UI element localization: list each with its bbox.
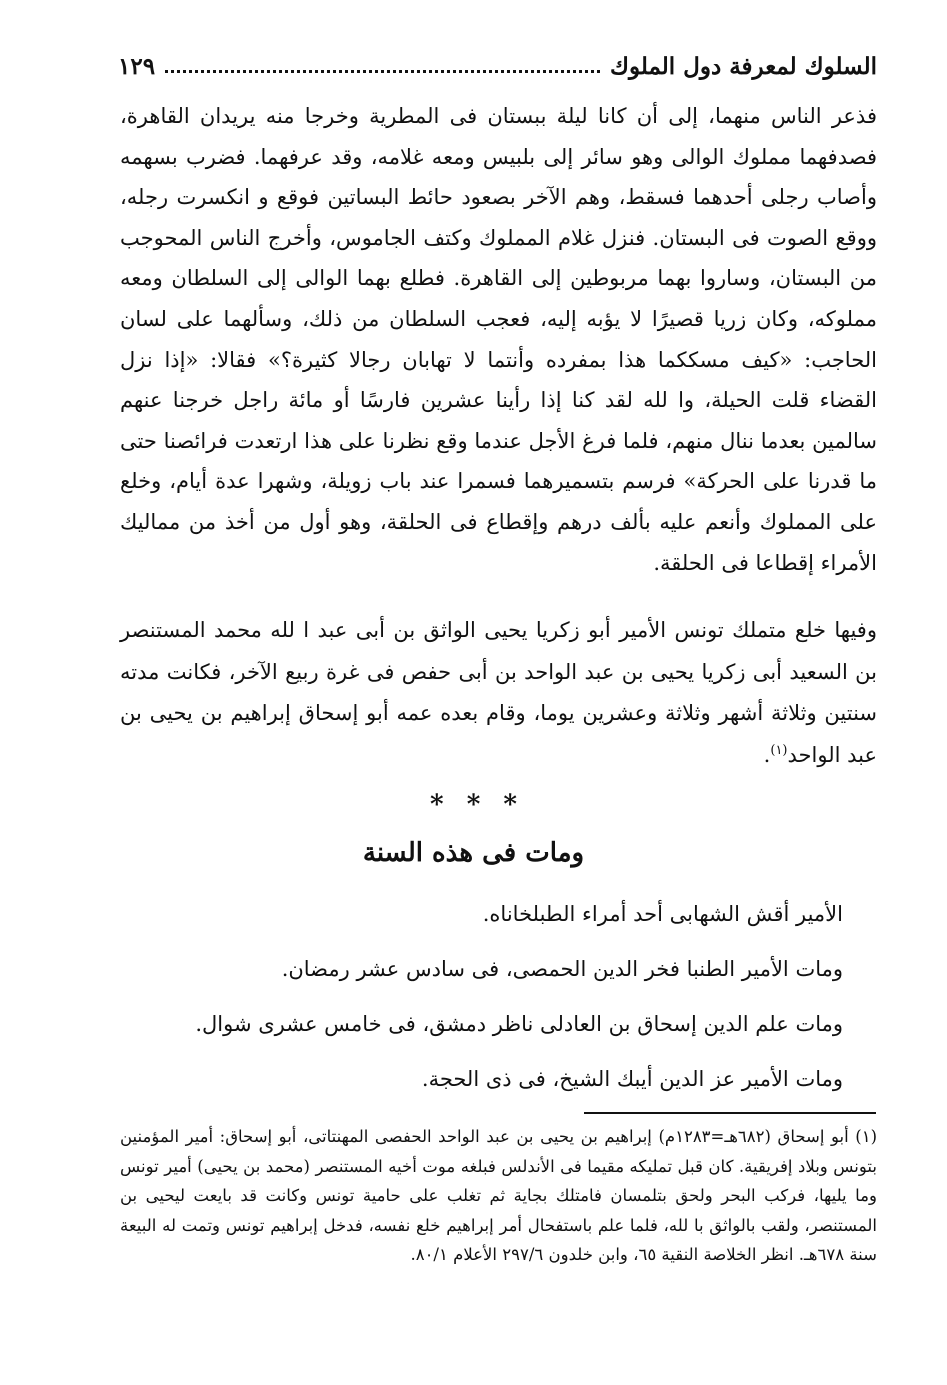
page-number: ١٢٩ [118,53,156,80]
dotted-leader [165,70,600,73]
death-entry: ومات الأمير الطنبا فخر الدين الحمصى، فى سادس عشر رمضان. [281,957,843,981]
footnote-reference[interactable]: (١) [770,742,788,758]
body-paragraph-2-text: وفيها خلع متملك تونس الأمير أبو زكريا يحيى الواثق بن أبى عبد ا لله محمد المستنصر بن السعيد أبى زكريا يحيى بن عبد الواحد بن أبى حفص فى غرة ربيع الآخر، فكانت مدته سنتين وثلاثة أشهر وثلاثة وعشرين يوما، وقام بعده عمه أبو إسحاق إبراهيم بن يحيى بن عبد الواحد [120,618,877,767]
section-divider-stars: * * * [430,790,517,820]
section-heading: ومات فى هذه السنة [362,838,585,868]
body-paragraph-2 [120,610,877,776]
book-title: السلوك لمعرفة دول الملوك [609,53,877,80]
death-entry: ومات علم الدين إسحاق بن العادلى ناظر دمشق، فى خامس عشرى شوال. [195,1012,843,1036]
running-header [118,44,877,80]
body-paragraph-1: فذعر الناس منهما، إلى أن كانا ليلة ببستان فى المطرية وخرجا منه يريدان القاهرة، فصدفهما مملوك الوالى وهو سائر إلى بلبيس ومعه غلامه، وقد عرفهما. فضرب بسهمه وأصاب رجلى أحدهما فسقط، وهم الآخر بصعود حائط البساتين فوقع و انكسرت رجله، ووقع الصوت فى البستان. فنزل غلام المملوك وكتف الجاموس، وأخرج الناس المحوجب من البستان، وساروا بهما مربوطين إلى القاهرة. فطلع بهما الوالى إلى السلطان ومعه مملوكه، وكان زريا قصيرًا لا يؤبه إليه، فعجب السلطان من ذلك، وسألهما على لسان الحاجب: «كيف مسككما هذا بمفرده وأنتما لا تهابان رجالا كثيرة؟» فقالا: «إذا نزل القضاء قلت الحيلة، وا لله لقد كنا إذا رأينا عشرين فارسًا أو مائة راجل خرجنا عنهم سالمين بعدما ننال منهم، فلما فرغ الأجل عندما وقع نظرنا على هذا ارتعدت فرائصنا حتى ما قدرنا على الحركة» فرسم بتسميرهما فسمرا عند باب زويلة، وشهرا عدة أيام، وخلع على المملوك وأنعم عليه بألف درهم وإقطاع فى الحلقة، وهو أول من أخذ من مماليك الأمراء إقطاعا فى الحلقة. [120,104,877,575]
footnote: (١) أبو إسحاق (٦٨٢هـ=١٢٨٣م) إبراهيم بن يحيى بن عبد الواحد الحفصى المهنتاتى، أبو إسحاق: أمير المؤمنين بتونس وبلاد إفريقية. كان قبل تمليكه مقيما فى الأندلس فبلغه موت أخيه المستنصر (محمد بن يحيى) أمير تونس وما يليها، فركب البحر ولحق بتلمسان فامتلك بجاية ثم تغلب على حامية تونس وكانت قد بايعت ليحيى بن المستنصر، ولقب بالواثق با لله، فلما علم باستفحال أمر إبراهيم خلع نفسه، فدخل إبراهيم تونس وتمت له البيعة سنة ٦٧٨هـ. انظر الخلاصة النقية ٦٥، وابن خلدون ٢٩٧/٦ الأعلام ٨٠/١. [120,1127,877,1264]
death-list [120,895,877,1115]
body-paragraph-2-end: . [763,742,771,767]
death-entry: ومات الأمير عز الدين أيبك الشيخ، فى ذى الحجة. [421,1067,843,1091]
death-entry: الأمير أقش الشهابى أحد أمراء الطبلخاناه. [482,902,843,926]
footnote-separator [584,1112,876,1114]
